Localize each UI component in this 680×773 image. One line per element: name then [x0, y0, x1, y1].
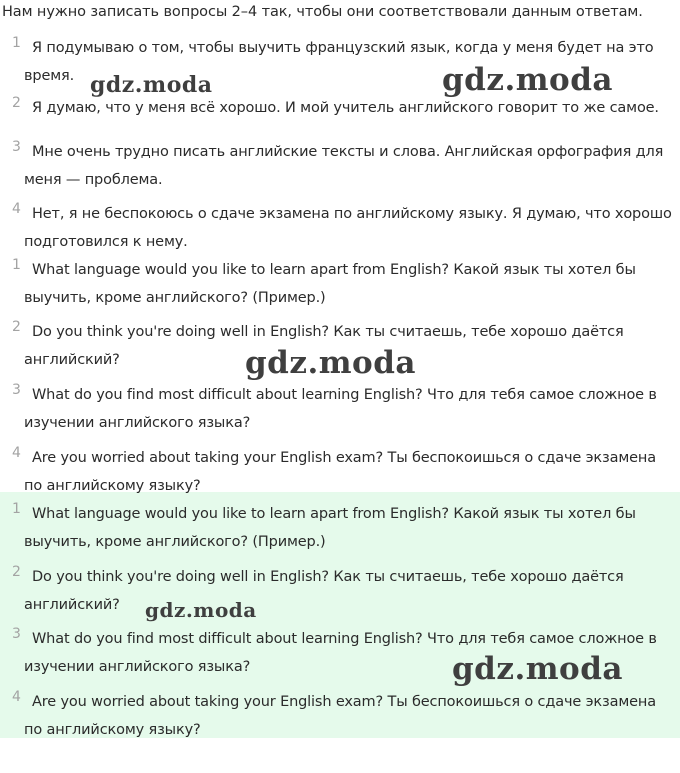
item-number: 2	[12, 95, 21, 111]
item-number: 1	[12, 35, 21, 51]
solution-text: What language would you like to learn apart from English? Какой язык ты хотел бы выучить, кроме английского? (Пример.)	[24, 506, 636, 550]
item-text	[24, 200, 672, 256]
item-text	[24, 94, 672, 122]
watermark: gdz.moda	[442, 62, 613, 98]
item-text	[24, 256, 672, 312]
solution-text: Do you think you're doing well in English? Как ты считаешь, тебе хорошо даётся английский?	[24, 569, 624, 613]
watermark: gdz.moda	[145, 598, 257, 622]
answer-text: Мне очень трудно писать английские тексты и слова. Английская орфография для меня — проблема.	[24, 144, 664, 188]
item-number: 3	[12, 139, 21, 155]
item-number: 3	[12, 382, 21, 398]
item-number: 1	[12, 501, 21, 517]
task-instruction: Нам нужно записать вопросы 2–4 так, чтобы они соответствовали данным ответам.	[2, 4, 643, 20]
answer-text: Я подумываю о том, чтобы выучить французский язык, когда у меня будет на это время.	[24, 40, 654, 84]
watermark: gdz.moda	[245, 345, 416, 381]
item-text	[24, 563, 672, 619]
solution-text: Are you worried about taking your English exam? Ты беспокоишься о сдаче экзамена по английскому языку?	[24, 694, 656, 738]
question-text: What do you find most difficult about learning English? Что для тебя самое сложное в изучении английского языка?	[24, 387, 657, 431]
question-text: Are you worried about taking your English exam? Ты беспокоишься о сдаче экзамена по английскому языку?	[24, 450, 656, 494]
item-text	[24, 688, 672, 744]
item-number: 3	[12, 626, 21, 642]
question-text: Do you think you're doing well in English? Как ты считаешь, тебе хорошо даётся английский?	[24, 324, 624, 368]
item-number: 1	[12, 257, 21, 273]
item-text	[24, 138, 672, 194]
answer-text: Нет, я не беспокоюсь о сдаче экзамена по английскому языку. Я думаю, что хорошо подготовился к нему.	[24, 206, 672, 250]
answer-text: Я думаю, что у меня всё хорошо. И мой учитель английского говорит то же самое.	[32, 100, 659, 116]
watermark: gdz.moda	[452, 651, 623, 687]
item-number: 4	[12, 445, 21, 461]
item-text	[24, 381, 672, 437]
solution-text: What do you find most difficult about learning English? Что для тебя самое сложное в изучении английского языка?	[24, 631, 657, 675]
item-number: 4	[12, 689, 21, 705]
question-text: What language would you like to learn apart from English? Какой язык ты хотел бы выучить, кроме английского? (Пример.)	[24, 262, 636, 306]
item-text	[24, 444, 672, 500]
item-text	[24, 500, 672, 556]
item-number: 4	[12, 201, 21, 217]
item-number: 2	[12, 564, 21, 580]
item-number: 2	[12, 319, 21, 335]
watermark: gdz.moda	[90, 72, 213, 98]
